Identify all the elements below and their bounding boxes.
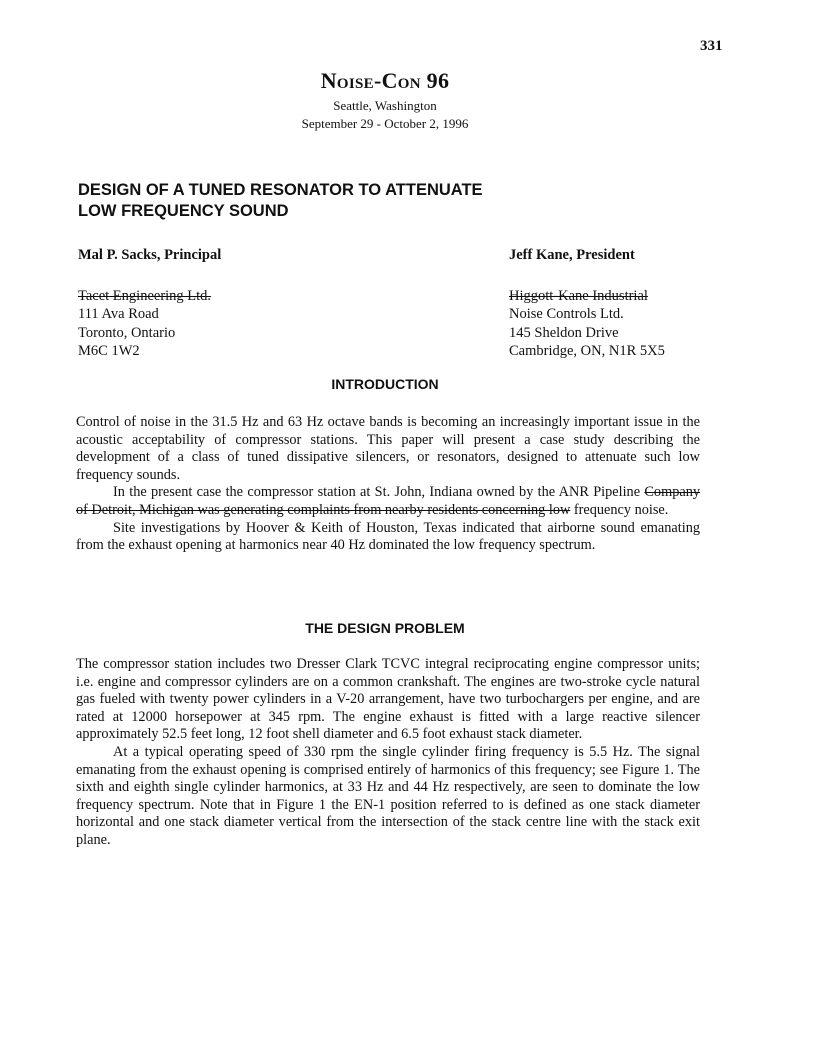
author-name: Mal P. Sacks, Principal	[78, 247, 222, 263]
paragraph	[76, 484, 700, 519]
affiliation-line: Cambridge, ON, N1R 5X5	[509, 343, 665, 359]
affiliation-line: M6C 1W2	[78, 343, 140, 359]
text-run: frequency noise.	[570, 501, 669, 518]
author-name: Jeff Kane, President	[509, 247, 635, 263]
section-heading-design-problem: THE DESIGN PROBLEM	[305, 620, 465, 636]
struck-text-run: Company of Detroit, Michigan was generating complaints from nearby residents concerning low	[76, 484, 700, 518]
author-block-right	[509, 246, 665, 361]
conference-location: Seattle, Washington	[333, 98, 437, 113]
affiliation-org: Tacet Engineering Ltd.	[78, 287, 212, 304]
design-problem-body	[76, 656, 700, 850]
affiliation-line: Toronto, Ontario	[78, 324, 176, 341]
affiliation-line: Noise Controls Ltd.	[509, 306, 624, 322]
introduction-body	[76, 414, 700, 555]
affiliation-line: 111 Ava Road	[78, 306, 159, 322]
conference-title: Noise-Con 96	[320, 68, 450, 93]
paragraph: At a typical operating speed of 330 rpm the single cylinder firing frequency is 5.5 Hz. The signal emanating from the exhaust opening is comprised entirely of harmonics of this frequency; see Figure 1. The sixth and eighth single cylinder harmonics, at 33 Hz and 44 Hz respectively, are seen to dominate the low frequency spectrum. Note that in Figure 1 the EN-1 position referred to is defined as one stack diameter horizontal and one stack diameter vertical from the intersection of the stack centre line with the stack exit plane.	[76, 743, 700, 848]
author-block-left	[78, 246, 221, 361]
text-run: In the present case the compressor station at St. John, Indiana owned by the ANR Pipeline	[113, 484, 645, 501]
section-heading-introduction: INTRODUCTION	[331, 376, 439, 392]
paragraph: Control of noise in the 31.5 Hz and 63 Hz octave bands is becoming an increasingly important issue in the acoustic acceptability of compressor stations. This paper will present a case study describing the development of a class of tuned dissipative silencers, or resonators, designed to attenuate such low frequency sounds.	[76, 414, 700, 483]
paper-title-line-2: LOW FREQUENCY SOUND	[78, 202, 289, 220]
affiliation-org: Higgott-Kane Industrial	[509, 287, 648, 304]
page-number: 331	[700, 38, 723, 54]
paragraph: The compressor station includes two Dresser Clark TCVC integral reciprocating engine compressor units; i.e. engine and compressor cylinders are on a common crankshaft. The engines are two-stroke cycle natural gas fueled with twenty power cylinders in a V-20 arrangement, have two turbochargers per engine, and are rated at 12000 horsepower at 345 rpm. The engine exhaust is fitted with a large reactive silencer approximately 52.5 feet long, 12 foot shell diameter and 6.5 foot exhaust stack diameter.	[76, 656, 700, 743]
paper-title-line-1: DESIGN OF A TUNED RESONATOR TO ATTENUATE	[78, 181, 483, 199]
paragraph: Site investigations by Hoover & Keith of Houston, Texas indicated that airborne sound emanating from the exhaust opening at harmonics near 40 Hz dominated the low frequency spectrum.	[76, 519, 700, 554]
affiliation-line: 145 Sheldon Drive	[509, 324, 619, 341]
paper-title	[78, 180, 483, 222]
conference-dates: September 29 - October 2, 1996	[301, 116, 469, 131]
